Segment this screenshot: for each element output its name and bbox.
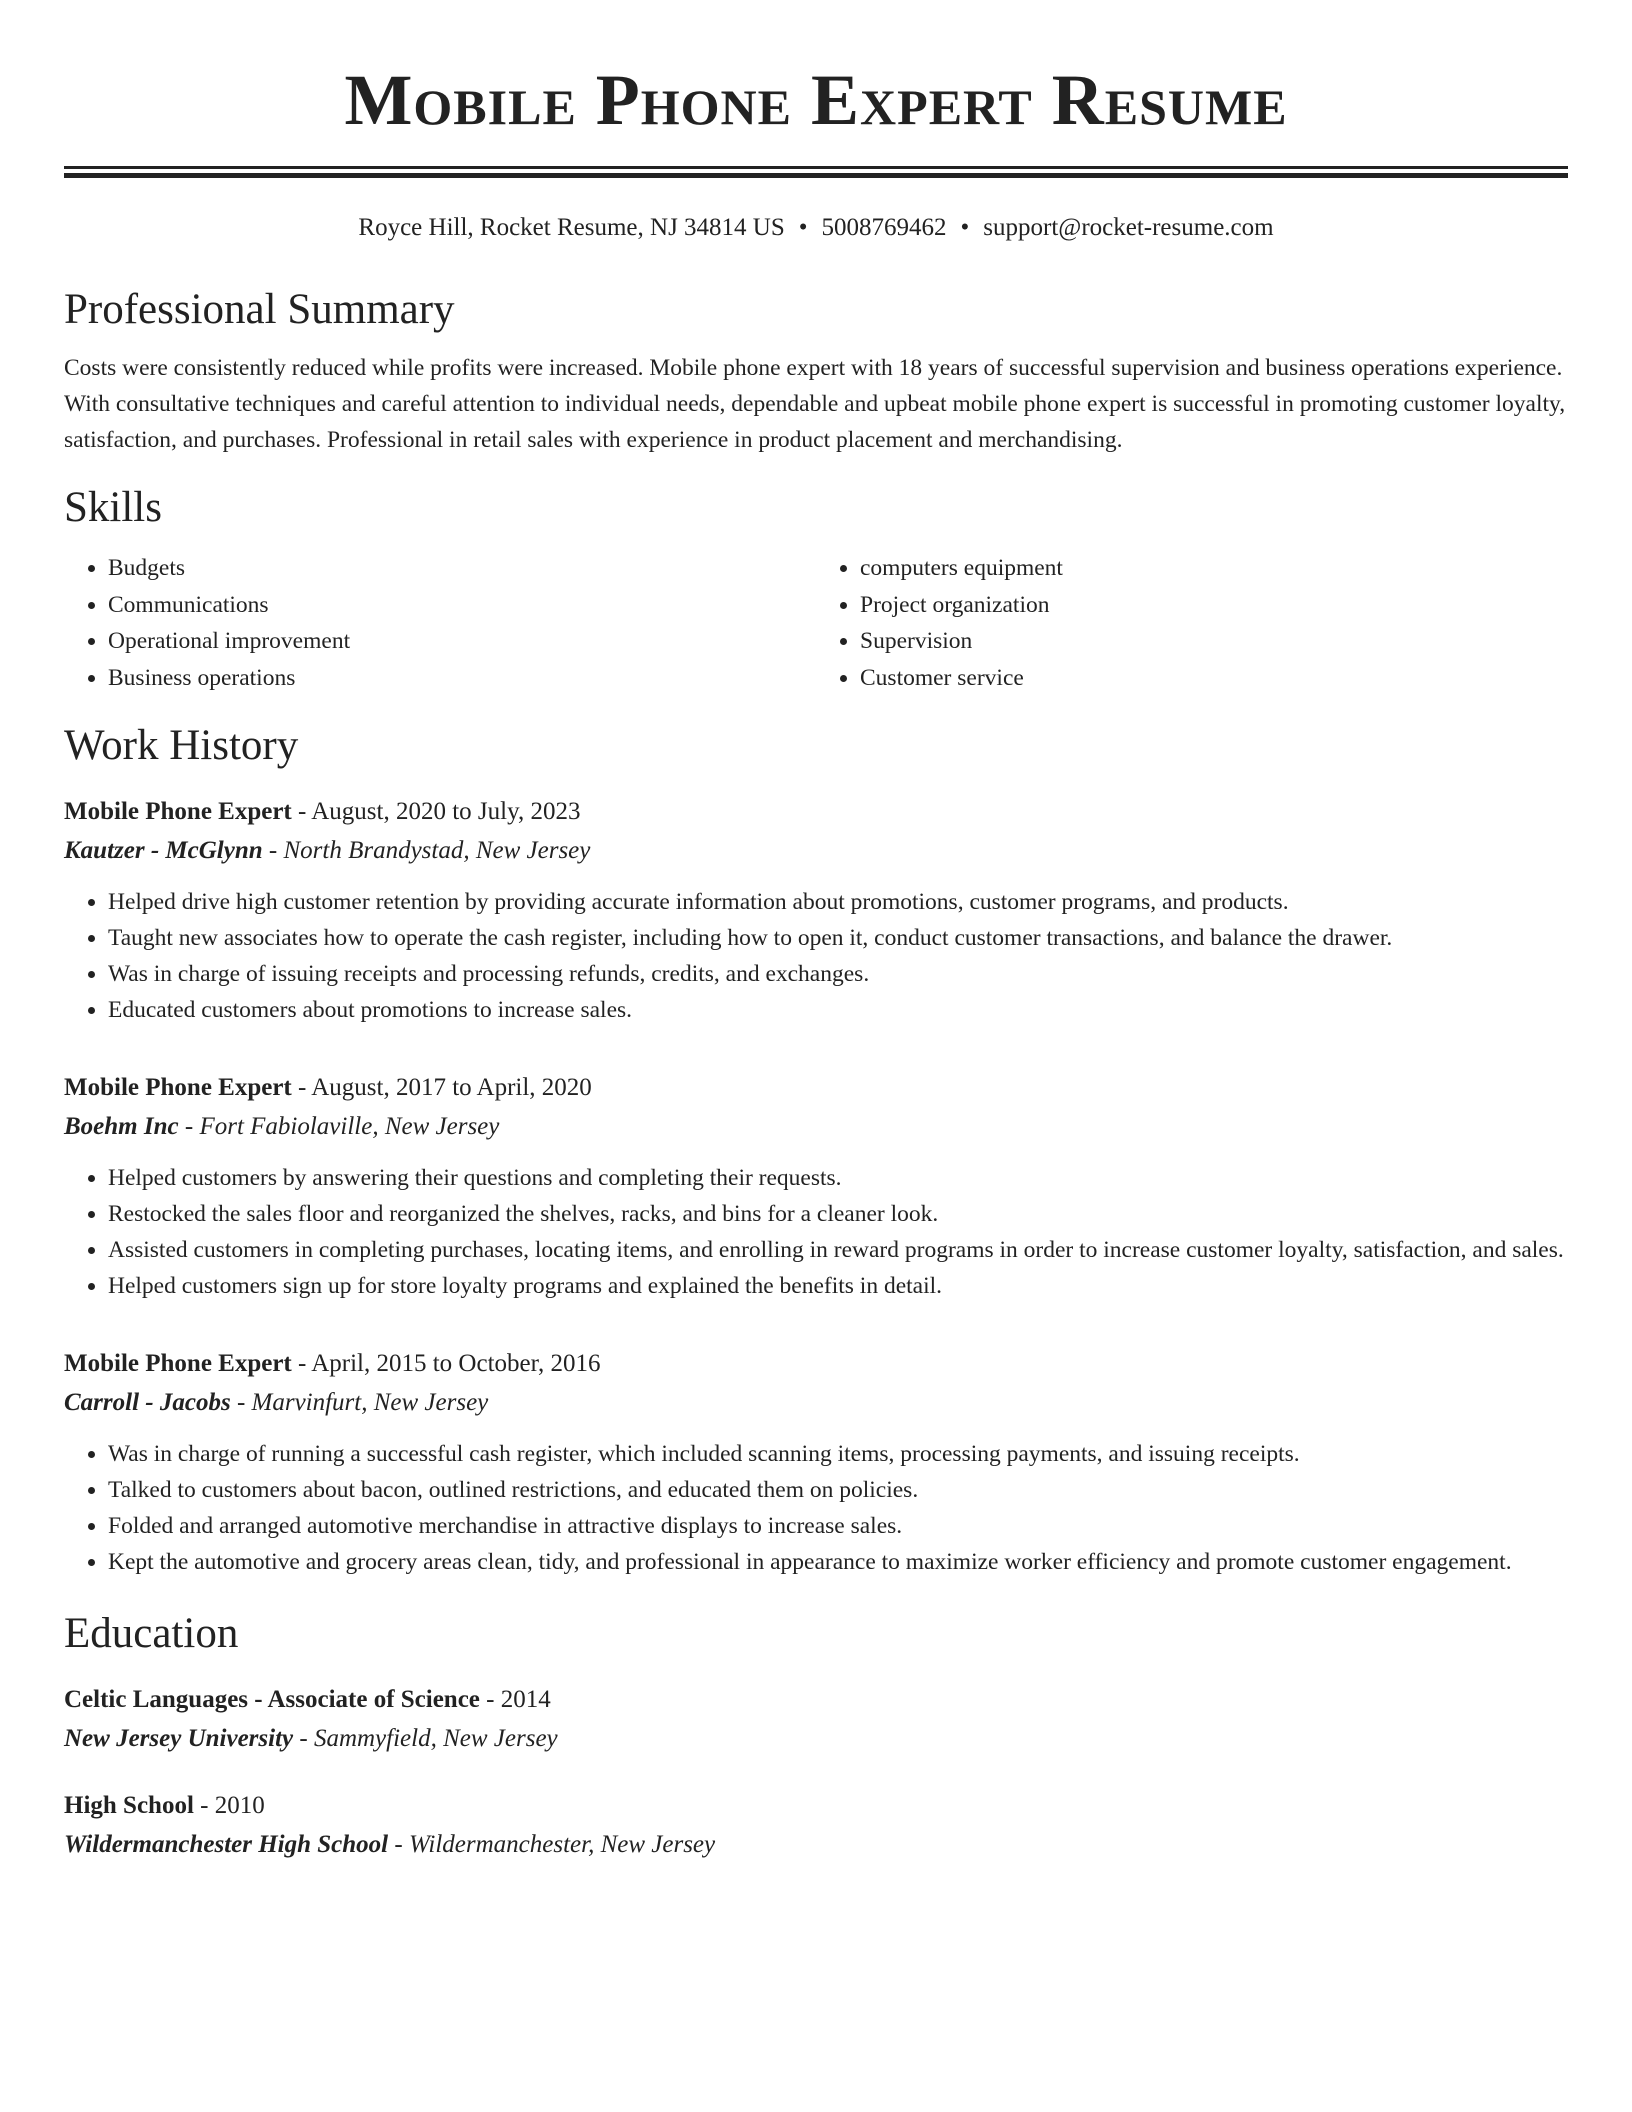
summary-heading: Professional Summary [64,286,455,333]
skills-column-right [816,550,1568,696]
dash: - [193,1792,215,1819]
contact-email: support@rocket-resume.com [983,214,1274,241]
company-line [64,1383,1568,1422]
education-entry [64,1680,1568,1758]
skill-item: • Supervision [860,623,1568,660]
contact-separator: • [798,214,808,241]
job-bullet: • Assisted customers in completing purchases, locating items, and enrolling in reward programs in order to increase customer loyalty, satisfaction, and sales. [108,1232,1568,1268]
skill-item: • Business operations [108,660,816,697]
job-bullet: • Educated customers about promotions to increase sales. [108,992,1568,1028]
school-name: Wildermanchester High School [64,1831,389,1858]
company-location: North Brandystad, New Jersey [283,837,591,864]
school-location: Sammyfield, New Jersey [313,1725,558,1752]
job-bullet: • Folded and arranged automotive merchandise in attractive displays to increase sales. [108,1508,1568,1544]
job-entry [64,1068,1568,1304]
job-bullet: • Taught new associates how to operate the cash register, including how to open it, conduct customer transactions, and balance the drawer. [108,920,1568,956]
job-entry [64,1344,1568,1580]
job-title: Mobile Phone Expert [64,1350,292,1377]
school-location: Wildermanchester, New Jersey [408,1831,716,1858]
job-dates: August, 2017 to April, 2020 [311,1074,592,1101]
dash: - [291,1350,312,1377]
dash: - [293,1725,314,1752]
work-history-heading: Work History [64,722,299,769]
job-title-line [64,792,1568,831]
job-entry [64,792,1568,1028]
skill-item: • Communications [108,587,816,624]
company-name: Boehm Inc [64,1113,179,1140]
job-bullets [64,1436,1568,1580]
skills-column-left [64,550,816,696]
job-bullet: • Restocked the sales floor and reorganized the shelves, racks, and bins for a cleaner look. [108,1196,1568,1232]
resume-title: Mobile Phone Expert Resume [344,60,1288,140]
job-bullet: • Talked to customers about bacon, outlined restrictions, and educated them on policies. [108,1472,1568,1508]
contact-phone: 5008769462 [821,214,947,241]
company-name: Kautzer - McGlynn [64,837,263,864]
skill-item: • Project organization [860,587,1568,624]
contact-line [64,212,1568,244]
skills-heading: Skills [64,484,162,531]
job-bullet: • Was in charge of issuing receipts and processing refunds, credits, and exchanges. [108,956,1568,992]
job-dates: April, 2015 to October, 2016 [311,1350,601,1377]
company-location: Marvinfurt, New Jersey [251,1389,489,1416]
education-entry [64,1786,1568,1864]
job-bullet: • Helped customers by answering their questions and completing their requests. [108,1160,1568,1196]
skill-item: • computers equipment [860,550,1568,587]
contact-address: Royce Hill, Rocket Resume, NJ 34814 US [358,214,785,241]
summary-text: Costs were consistently reduced while profits were increased. Mobile phone expert with 18 years of successful supervision and business operations experience. With consultative techniques and careful attention to individual needs, dependable and upbeat mobile phone expert is successful in promoting customer loyalty, satisfaction, and purchases. Professional in retail sales with experience in product placement and merchandising. [64,355,1566,453]
company-name: Carroll - Jacobs [64,1389,231,1416]
education-heading: Education [64,1610,239,1657]
dash: - [178,1113,200,1140]
job-title: Mobile Phone Expert [64,798,292,825]
job-dates: August, 2020 to July, 2023 [311,798,581,825]
contact-separator: • [960,214,970,241]
dash: - [262,837,284,864]
job-bullets [64,1160,1568,1304]
title-divider [64,166,1568,178]
skill-item: • Budgets [108,550,816,587]
job-title-line [64,1344,1568,1383]
job-bullet: • Helped drive high customer retention by providing accurate information about promotions, customer programs, and products. [108,884,1568,920]
dash: - [291,798,312,825]
dash: - [388,1831,409,1858]
school-line [64,1719,1568,1758]
skills-list [64,550,1568,696]
skill-item: • Customer service [860,660,1568,697]
dash: - [230,1389,252,1416]
degree-line [64,1680,1568,1719]
job-bullet: • Helped customers sign up for store loyalty programs and explained the benefits in detail. [108,1268,1568,1304]
dash: - [479,1686,501,1713]
job-bullet: • Was in charge of running a successful cash register, which included scanning items, processing payments, and issuing receipts. [108,1436,1568,1472]
job-bullet: • Kept the automotive and grocery areas clean, tidy, and professional in appearance to maximize worker efficiency and promote customer engagement. [108,1544,1568,1580]
skill-item: • Operational improvement [108,623,816,660]
degree-year: 2014 [500,1686,551,1713]
degree-name: High School [64,1792,194,1819]
degree-year: 2010 [214,1792,265,1819]
school-name: New Jersey University [64,1725,294,1752]
job-bullets [64,884,1568,1028]
degree-name: Celtic Languages - Associate of Science [64,1686,480,1713]
degree-line [64,1786,1568,1825]
school-line [64,1825,1568,1864]
company-location: Fort Fabiolaville, New Jersey [199,1113,500,1140]
company-line [64,1107,1568,1146]
job-title-line [64,1068,1568,1107]
job-title: Mobile Phone Expert [64,1074,292,1101]
dash: - [291,1074,312,1101]
company-line [64,831,1568,870]
